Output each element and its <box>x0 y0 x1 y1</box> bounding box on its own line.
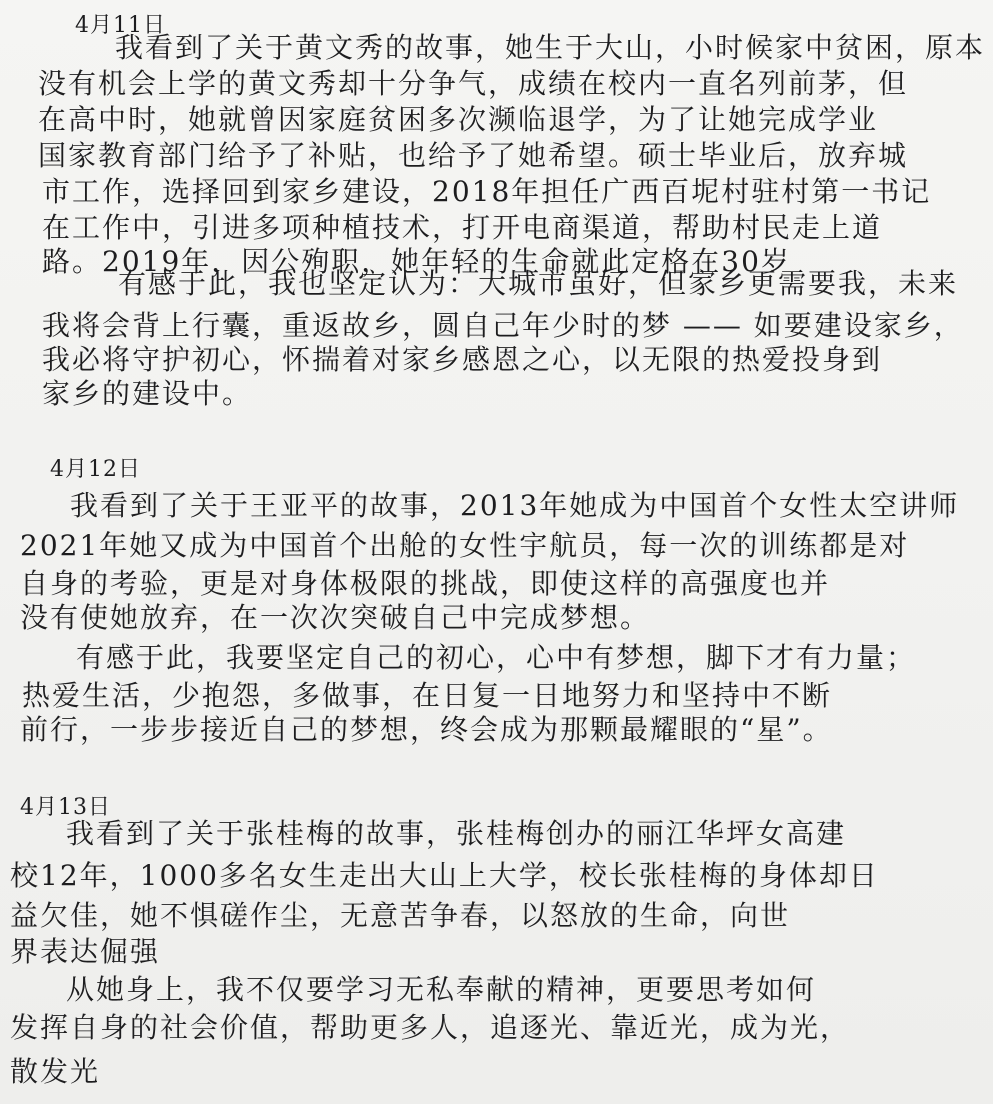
entry-line: 从她身上，我不仅要学习无私奉献的精神，更要思考如何 <box>66 973 817 1006</box>
entry-line: 市工作，选择回到家乡建设，2018年担任广西百坭村驻村第一书记 <box>42 175 932 208</box>
entry-line: 在工作中，引进多项种植技术，打开电商渠道，帮助村民走上道 <box>42 211 883 244</box>
entry-line: 发挥自身的社会价值，帮助更多人，追逐光、靠近光，成为光， <box>10 1011 851 1044</box>
entry-line: 家乡的建设中。 <box>42 377 253 410</box>
entry-line: 没有使她放弃，在一次次突破自己中完成梦想。 <box>20 601 651 634</box>
entry-line: 自身的考验，更是对身体极限的挑战，即使这样的高强度也并 <box>20 567 831 600</box>
entry-line: 散发光 <box>10 1055 101 1088</box>
entry-line: 没有机会上学的黄文秀却十分争气，成绩在校内一直名列前茅，但 <box>38 67 909 100</box>
entry-line: 我看到了关于王亚平的故事，2013年她成为中国首个女性太空讲师 <box>70 489 960 522</box>
entry-line: 2021年她又成为中国首个出舱的女性宇航员，每一次的训练都是对 <box>20 529 910 562</box>
entry-date: 4月13日 <box>20 795 111 820</box>
entry-date: 4月12日 <box>50 457 141 482</box>
entry-line: 我将会背上行囊，重返故乡，圆自己年少时的梦 —— 如要建设家乡， <box>42 309 964 342</box>
entry-date: 4月11日 <box>75 13 166 38</box>
entry-line: 益欠佳，她不惧磋作尘，无意苦争春，以怒放的生命，向世 <box>10 899 791 932</box>
entry-line: 我必将守护初心，怀揣着对家乡感恩之心，以无限的热爱投身到 <box>42 343 883 376</box>
entry-line: 有感于此，我要坚定自己的初心，心中有梦想，脚下才有力量； <box>76 641 917 674</box>
entry-line: 校12年，1000多名女生走出大山上大学，校长张桂梅的身体却日 <box>10 859 879 892</box>
entry-line: 前行，一步步接近自己的梦想，终会成为那颗最耀眼的“星”。 <box>20 713 833 746</box>
entry-line: 国家教育部门给予了补贴，也给予了她希望。硕士毕业后，放弃城 <box>38 139 909 172</box>
entry-line: 我看到了关于张桂梅的故事，张桂梅创办的丽江华坪女高建 <box>66 817 847 850</box>
entry-line: 热爱生活，少抱怨，多做事，在日复一日地努力和坚持中不断 <box>22 679 833 712</box>
entry-line: 有感于此，我也坚定认为：大城市虽好，但家乡更需要我，未来 <box>118 267 959 300</box>
entry-line: 我看到了关于黄文秀的故事，她生于大山，小时候家中贫困，原本 <box>115 31 986 64</box>
entry-line: 在高中时，她就曾因家庭贫困多次濒临退学，为了让她完成学业 <box>38 103 879 136</box>
entry-line: 界表达倔强 <box>10 935 161 968</box>
entry-line: 路。2019年，因公殉职，她年轻的生命就此定格在30岁 <box>42 245 791 278</box>
